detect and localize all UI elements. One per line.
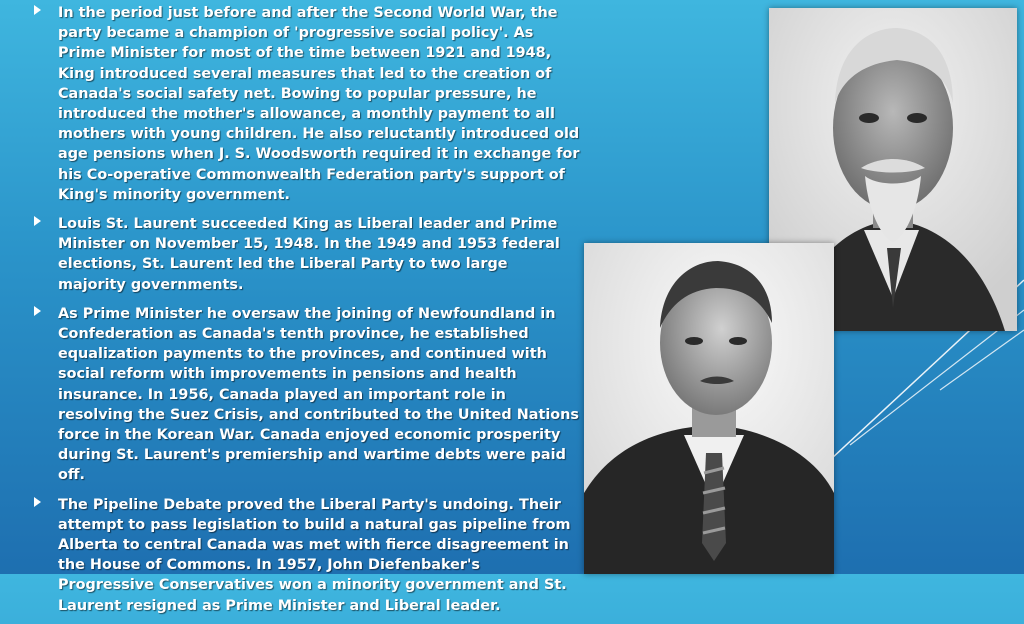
bullet-text: As Prime Minister he oversaw the joining of Newfoundland in Confederation as Canada's tenth province, he established equalization payments to the provinces, and continued with social reform with improvements in pensions and health insurance. In 1956, Canada played an important role in resolving the Suez Crisis, and contributed to the United Nations force in the Korean War. Canada enjoyed economic prosperity during St. Laurent's premiership and wartime debts were paid off. (58, 305, 579, 484)
triangle-bullet-icon (34, 216, 41, 226)
bullet-text: In the period just before and after the Second World War, the party became a champion of 'progressive social policy'. As Prime Minister for most of the time between 1921 and 1948, King introduced several measures that led to the creation of Canada's social safety net. Bowing to popular pressure, he introduced the mother's allowance, a monthly payment to all mothers with young children. He also reluctantly introduced old age pensions when J. S. Woodsworth required it in exchange for his Co-operative Commonwealth Federation party's support of King's minority government. (58, 5, 580, 203)
bullet-item (32, 303, 580, 485)
bullet-text: The Pipeline Debate proved the Liberal Party's undoing. Their attempt to pass legislation to build a natural gas pipeline from Alberta to central Canada was met with fierce disagreement in the House of Commons. In 1957, John Diefenbaker's Progressive Conservatives won a minority government and St. Laurent resigned as Prime Minister and Liberal leader. (58, 496, 571, 614)
bullet-item (32, 213, 580, 294)
triangle-bullet-icon (34, 497, 41, 507)
triangle-bullet-icon (34, 5, 41, 15)
bullet-item (32, 2, 580, 204)
bullet-text: Louis St. Laurent succeeded King as Liberal leader and Prime Minister on November 15, 1948. In the 1949 and 1953 federal elections, St. Laurent led the Liberal Party to two large majority governments. (58, 216, 560, 293)
portrait-photo-bottom (584, 243, 834, 574)
bullet-item (32, 494, 580, 615)
bullet-list (32, 2, 580, 624)
triangle-bullet-icon (34, 306, 41, 316)
